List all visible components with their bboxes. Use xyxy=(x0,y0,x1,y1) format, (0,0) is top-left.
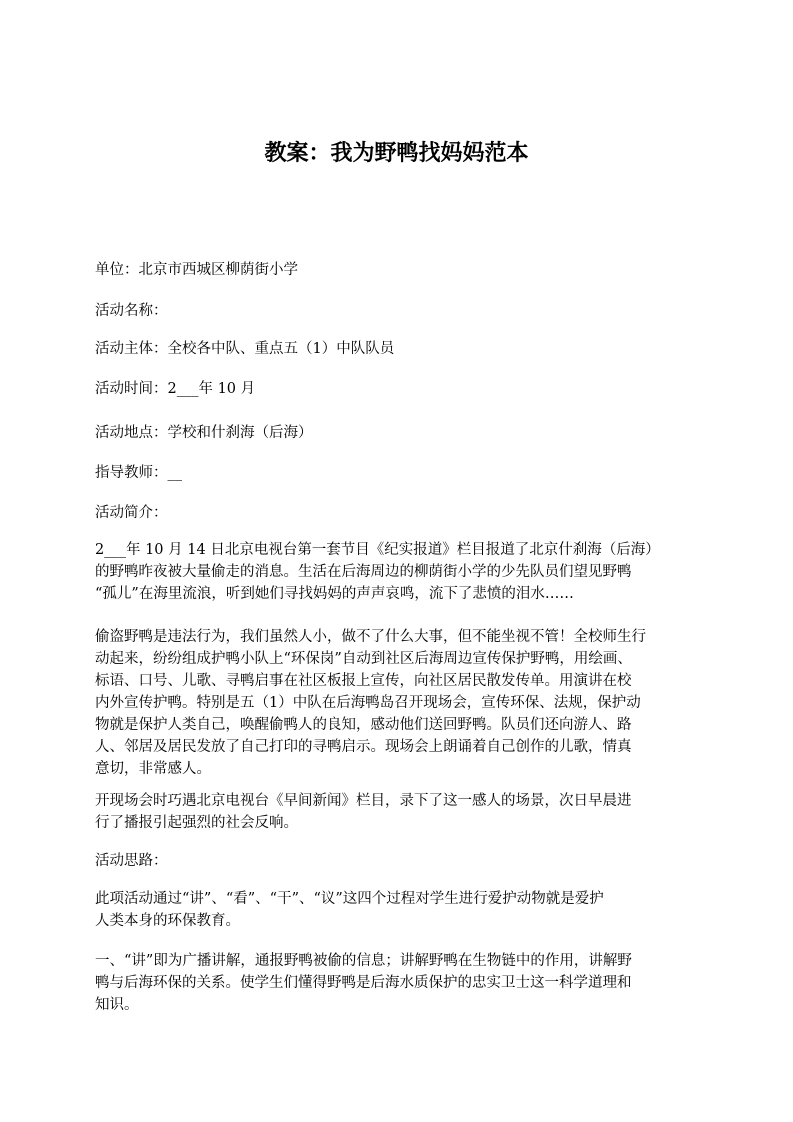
document-title: 教案：我为野鸭找妈妈范本 xyxy=(264,141,529,166)
paragraph-line: 开现场会时巧遇北京电视台《早间新闻》栏目，录下了这一感人的场景，次日早晨进 xyxy=(95,793,632,809)
paragraph-line: 此项活动通过“讲”、“看”、“干”、“议”这四个过程对学生进行爱护动物就是爱护 xyxy=(95,891,604,907)
paragraph-line: 意切，非常感人。 xyxy=(95,761,211,777)
field-activity-name: 活动名称： xyxy=(95,303,168,319)
paragraph-line: 标语、口号、儿歌、寻鸭启事在社区板报上宣传，向社区居民散发传单。用演讲在校 xyxy=(95,673,632,689)
paragraph-line: 一、“讲”即为广播讲解，通报野鸭被偷的信息；讲解野鸭在生物链中的作用，讲解野 xyxy=(95,953,632,969)
paragraph-line: 行了播报引起强烈的社会反响。 xyxy=(95,815,298,831)
thinking-heading: 活动思路： xyxy=(95,853,168,869)
paragraph-line: 的野鸭昨夜被大量偷走的消息。生活在后海周边的柳荫街小学的少先队员们望见野鸭 xyxy=(95,564,632,580)
paragraph-line: 偷盗野鸭是违法行为，我们虽然人小，做不了什么大事，但不能坐视不管！全校师生行 xyxy=(95,629,646,645)
field-activity-place: 活动地点：学校和什刹海（后海） xyxy=(95,425,313,441)
paragraph-line: 物就是保护人类自己，唤醒偷鸭人的良知，感动他们送回野鸭。队员们还向游人、路 xyxy=(95,717,632,733)
intro-paragraph-1 xyxy=(95,539,699,605)
thinking-paragraph-2 xyxy=(95,950,699,1016)
paragraph-line: 2___年 10 月 14 日北京电视台第一套节目《纪实报道》栏目报道了北京什刹海（后海） xyxy=(95,542,660,558)
paragraph-line: “孤儿”在海里流浪，听到她们寻找妈妈的声声哀鸣，流下了悲愤的泪水…… xyxy=(95,586,574,602)
field-activity-subject: 活动主体：全校各中队、重点五（1）中队队员 xyxy=(95,341,395,357)
intro-paragraph-3 xyxy=(95,790,699,834)
paragraph-line: 动起来，纷纷组成护鸭小队上“环保岗”自动到社区后海周边宣传保护野鸭，用绘画、 xyxy=(95,651,632,667)
intro-heading: 活动简介： xyxy=(95,505,168,521)
field-activity-time: 活动时间：2___年 10 月 xyxy=(95,381,256,397)
thinking-paragraph-1 xyxy=(95,888,699,932)
paragraph-line: 人、邻居及居民发放了自己打印的寻鸭启示。现场会上朗诵着自己创作的儿歌，情真 xyxy=(95,739,632,755)
paragraph-line: 内外宣传护鸭。特别是五（1）中队在后海鸭岛召开现场会，宣传环保、法规，保护动 xyxy=(95,695,641,711)
field-unit: 单位：北京市西城区柳荫街小学 xyxy=(95,262,298,278)
intro-paragraph-2 xyxy=(95,626,699,780)
paragraph-line: 知识。 xyxy=(95,997,139,1013)
paragraph-line: 人类本身的环保教育。 xyxy=(95,913,240,929)
paragraph-line: 鸭与后海环保的关系。使学生们懂得野鸭是后海水质保护的忠实卫士这一科学道理和 xyxy=(95,975,632,991)
field-instructor: 指导教师：__ xyxy=(95,465,182,481)
